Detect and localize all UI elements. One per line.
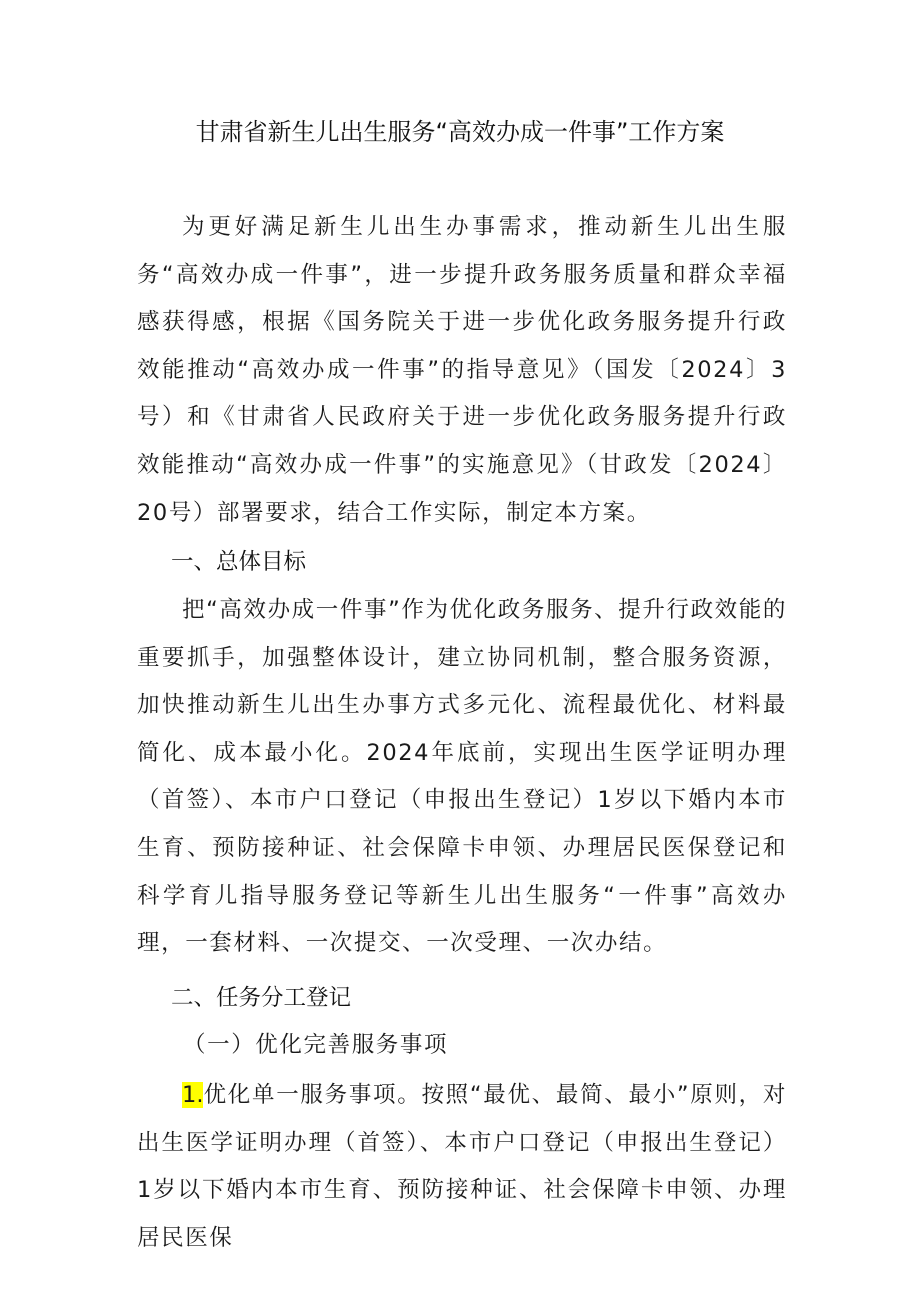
document-title: 甘肃省新生儿出生服务“高效办成一件事”工作方案: [195, 118, 725, 146]
overall-goals-paragraph: 把“高效办成一件事”作为优化政务服务、提升行政效能的重要抓手，加强整体设计，建立协同机制，整合服务资源，加快推动新生儿出生办事方式多元化、流程最优化、材料最简化、成本最小化。2024年底前，实现出生医学证明办理（首签）、本市户口登记（申报出生登记）1岁以下婚内本市生育、预防接种证、社会保障卡申领、办理居民医保登记和科学育儿指导服务登记等新生儿出生服务“一件事”高效办理，一套材料、一次提交、一次受理、一次办结。: [137, 597, 787, 957]
section-heading-task-division: 二、任务分工登记: [171, 985, 352, 1011]
intro-paragraph: 为更好满足新生儿出生办事需求，推动新生儿出生服务“高效办成一件事”，进一步提升政务服务质量和群众幸福感获得感，根据《国务院关于进一步优化政务服务提升行政效能推动“高效办成一件事”的指导意见》（国发〔2024〕3号）和《甘肃省人民政府关于进一步优化政务服务提升行政效能推动“高效办成一件事”的实施意见》（甘政发〔2024〕20号）部署要求，结合工作实际，制定本方案。: [137, 214, 787, 526]
section-heading-overall-goals: 一、总体目标: [171, 549, 307, 575]
item-1-text: 优化单一服务事项。按照“最优、最简、最小”原则，对出生医学证明办理（首签）、本市户口登记（申报出生登记）1岁以下婚内本市生育、预防接种证、社会保障卡申领、办理居民医保: [137, 1082, 787, 1251]
subsection-heading-service-items: （一）优化完善服务事项: [183, 1032, 449, 1058]
highlighted-item-number: 1.: [182, 1082, 204, 1108]
item-1-paragraph: [137, 1072, 787, 1262]
